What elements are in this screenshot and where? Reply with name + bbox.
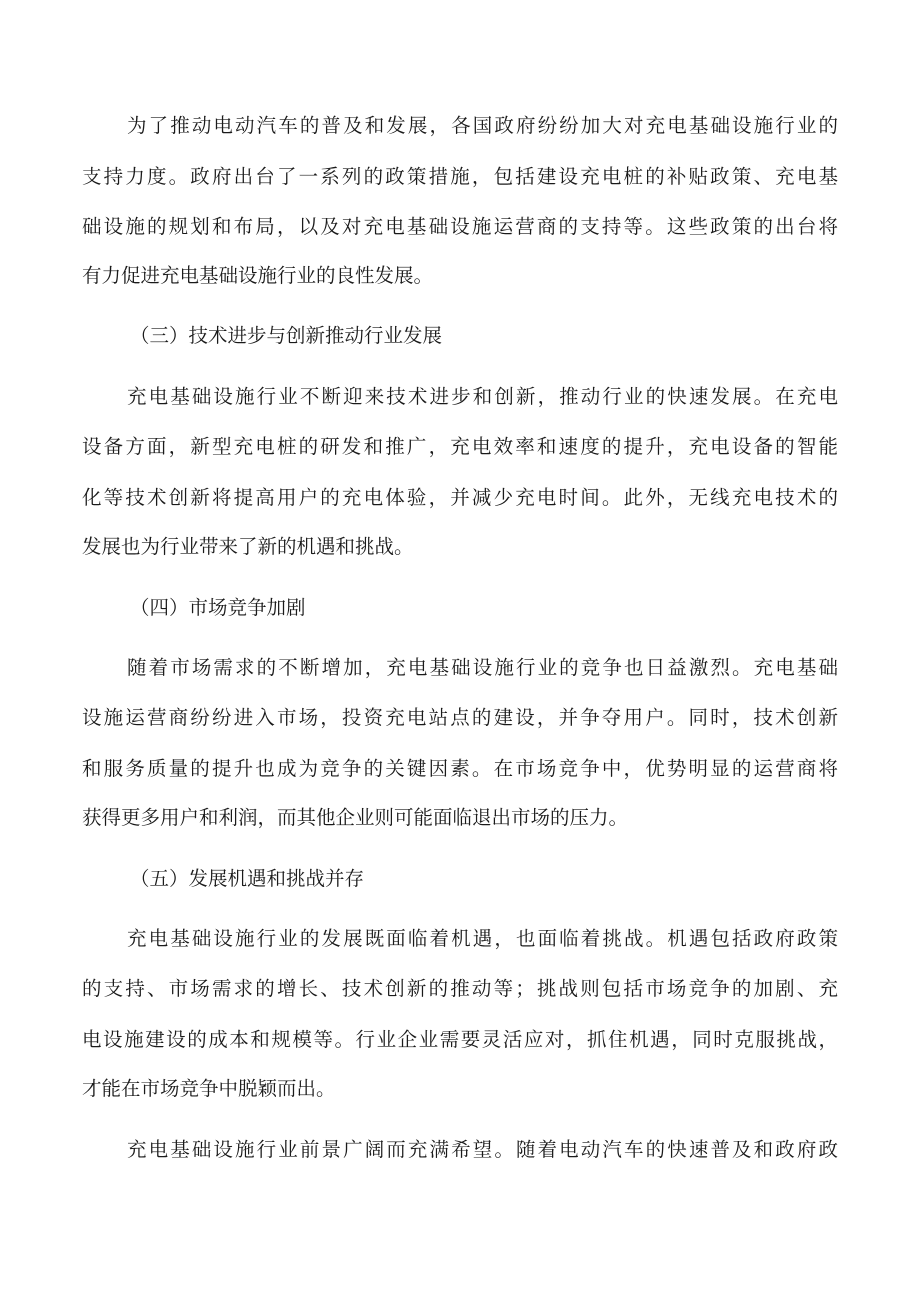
section-heading-5: （五）发展机遇和挑战并存 [130, 867, 365, 890]
paragraph-3-line-4: 获得更多用户和利润，而其他企业则可能面临退出市场的压力。 [82, 806, 629, 829]
paragraph-3-line-1: 随着市场需求的不断增加，充电基础设施行业的竞争也日益激烈。充电基础 [127, 656, 838, 679]
paragraph-2-line-1: 充电基础设施行业不断迎来技术进步和创新，推动行业的快速发展。在充电 [127, 385, 838, 408]
paragraph-1-line-3: 础设施的规划和布局，以及对充电基础设施运营商的支持等。这些政策的出台将 [82, 215, 838, 238]
paragraph-1-line-4: 有力促进充电基础设施行业的良性发展。 [82, 264, 434, 287]
section-heading-4: （四）市场竞争加剧 [130, 596, 306, 619]
section-heading-3: （三）技术进步与创新推动行业发展 [130, 324, 443, 347]
paragraph-2-line-4: 发展也为行业带来了新的机遇和挑战。 [82, 535, 414, 558]
paragraph-3-line-2: 设施运营商纷纷进入市场，投资充电站点的建设，并争夺用户。同时，技术创新 [82, 706, 838, 729]
paragraph-4-line-2: 的支持、市场需求的增长、技术创新的推动等；挑战则包括市场竞争的加剧、充 [82, 977, 838, 1000]
paragraph-2-line-2: 设备方面，新型充电桩的研发和推广，充电效率和速度的提升，充电设备的智能 [82, 435, 838, 458]
paragraph-2-line-3: 化等技术创新将提高用户的充电体验，并减少充电时间。此外，无线充电技术的 [82, 486, 838, 509]
paragraph-3-line-3: 和服务质量的提升也成为竞争的关键因素。在市场竞争中，优势明显的运营商将 [82, 757, 838, 780]
paragraph-4-line-4: 才能在市场竞争中脱颖而出。 [82, 1077, 336, 1100]
paragraph-4-line-3: 电设施建设的成本和规模等。行业企业需要灵活应对，抓住机遇，同时克服挑战， [82, 1028, 838, 1051]
paragraph-5-line-1: 充电基础设施行业前景广阔而充满希望。随着电动汽车的快速普及和政府政 [127, 1138, 838, 1161]
paragraph-4-line-1: 充电基础设施行业的发展既面临着机遇，也面临着挑战。机遇包括政府政策 [127, 927, 838, 950]
paragraph-1-line-2: 支持力度。政府出台了一系列的政策措施，包括建设充电桩的补贴政策、充电基 [82, 165, 838, 188]
paragraph-1-line-1: 为了推动电动汽车的普及和发展，各国政府纷纷加大对充电基础设施行业的 [127, 114, 838, 137]
